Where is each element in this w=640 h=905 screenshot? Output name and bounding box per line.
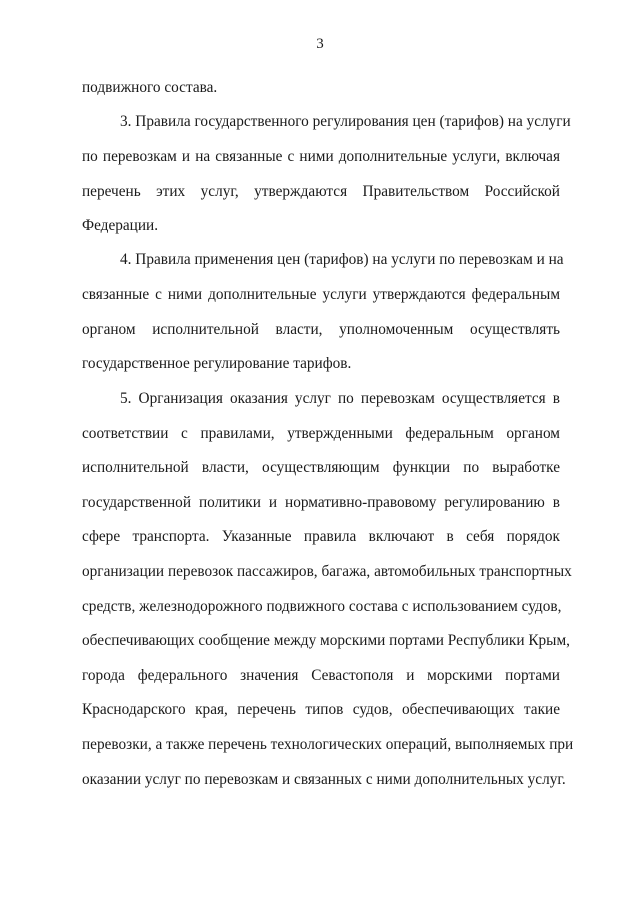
paragraph-5-line-2: соответствии с правилами, утвержденными федеральным органом (82, 425, 560, 442)
page-number: 3 (316, 36, 324, 52)
paragraph-5-line-6: организации перевозок пассажиров, багажа, автомобильных транспортных (82, 563, 572, 580)
paragraph-3-line-4: Федерации. (82, 217, 159, 234)
text-line-1: подвижного состава. (82, 79, 218, 96)
paragraph-5-line-4: государственной политики и нормативно-правовому регулированию в (82, 494, 560, 511)
paragraph-3-line-1: 3. Правила государственного регулирования цен (тарифов) на услуги (120, 113, 571, 130)
paragraph-5-line-5: сфере транспорта. Указанные правила включают в себя порядок (82, 528, 560, 545)
paragraph-5-line-10: Краснодарского края, перечень типов судов, обеспечивающих такие (82, 701, 560, 718)
paragraph-4-line-1: 4. Правила применения цен (тарифов) на услуги по перевозкам и на (120, 251, 564, 268)
paragraph-4-line-3: органом исполнительной власти, уполномоченным осуществлять (82, 321, 560, 338)
paragraph-5-line-7: средств, железнодорожного подвижного состава с использованием судов, (82, 598, 562, 615)
paragraph-4-line-2: связанные с ними дополнительные услуги утверждаются федеральным (82, 286, 560, 303)
paragraph-5-line-3: исполнительной власти, осуществляющим функции по выработке (82, 459, 560, 476)
paragraph-3-line-3: перечень этих услуг, утверждаются Правительством Российской (82, 183, 560, 200)
paragraph-5-line-9: города федерального значения Севастополя и морскими портами (82, 667, 560, 684)
paragraph-3-line-2: по перевозкам и на связанные с ними дополнительные услуги, включая (82, 148, 560, 165)
paragraph-5-line-8: обеспечивающих сообщение между морскими портами Республики Крым, (82, 632, 570, 649)
paragraph-4-line-4: государственное регулирование тарифов. (82, 355, 352, 372)
paragraph-5-line-11: перевозки, а также перечень технологических операций, выполняемых при (82, 736, 574, 753)
paragraph-5-line-12: оказании услуг по перевозкам и связанных с ними дополнительных услуг. (82, 771, 566, 788)
paragraph-5-line-1: 5. Организация оказания услуг по перевозкам осуществляется в (120, 390, 560, 407)
